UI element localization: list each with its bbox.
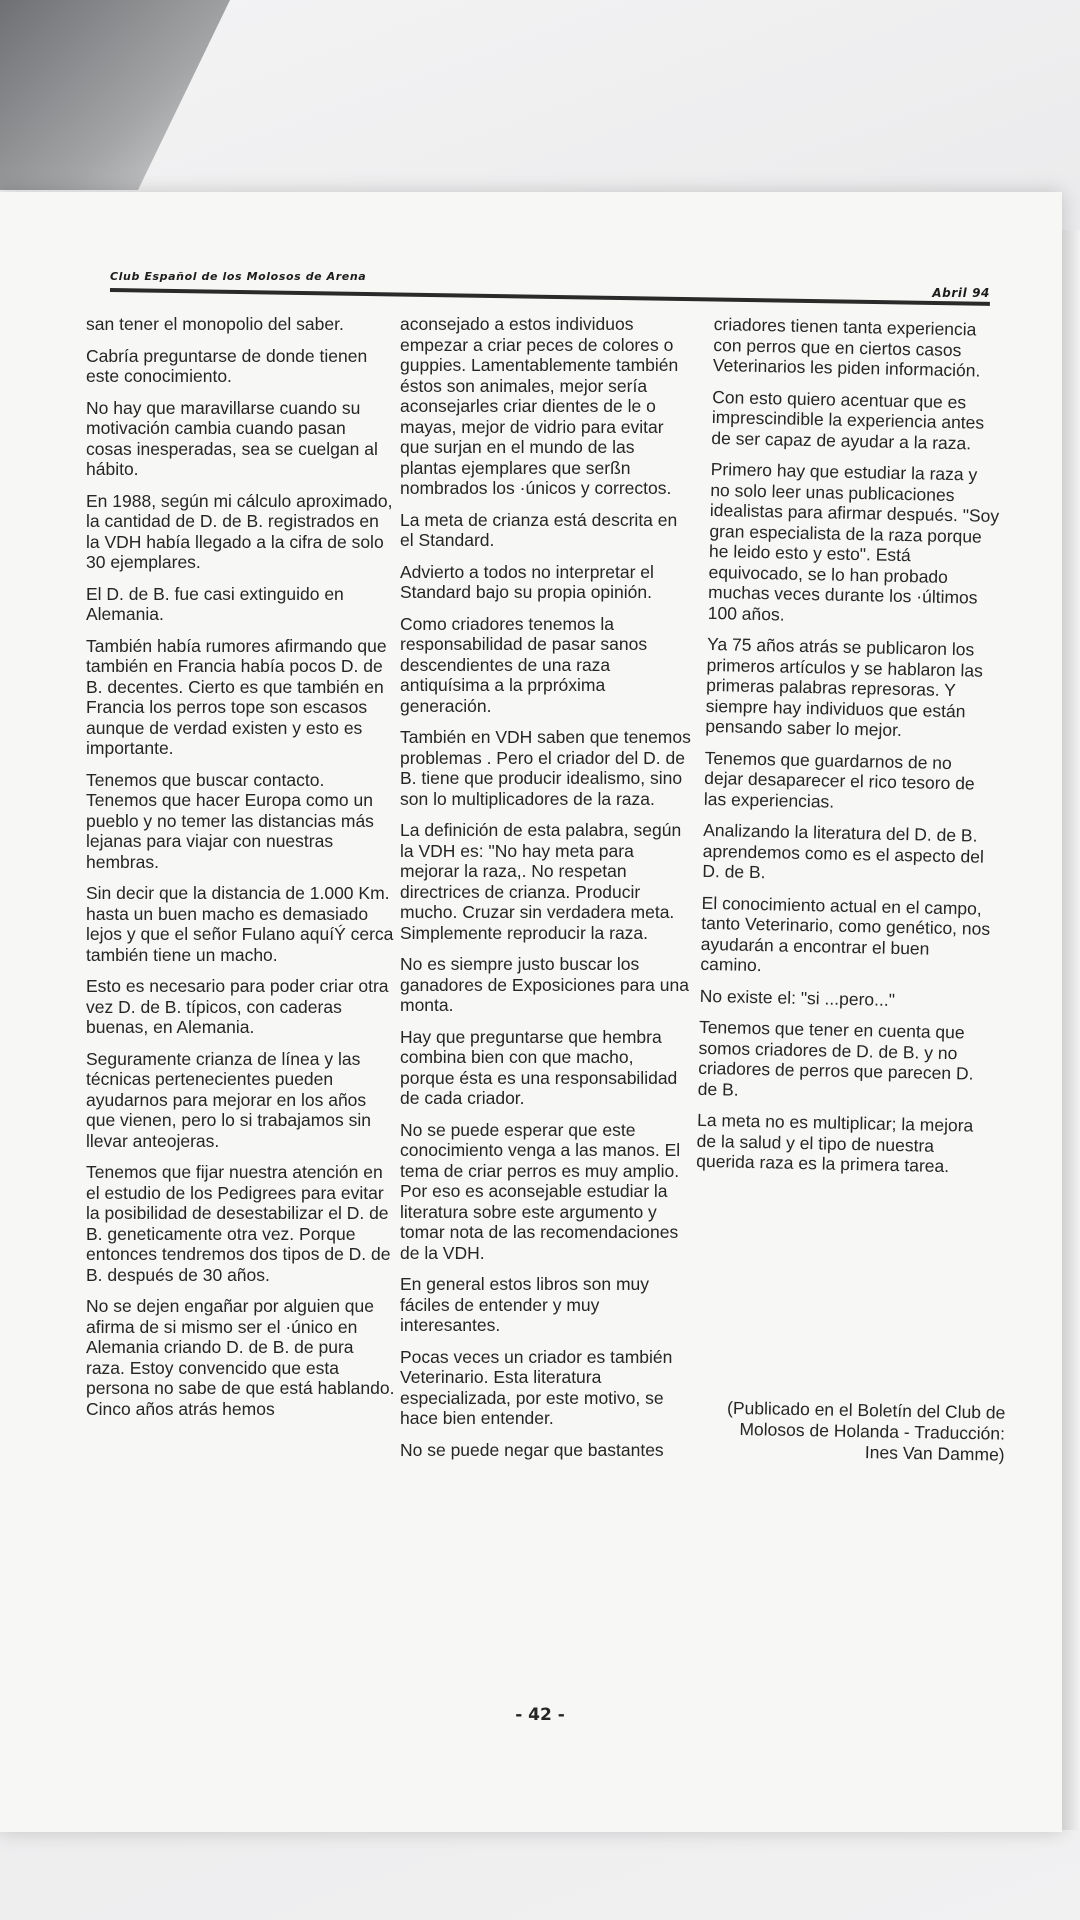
paragraph: Como criadores tenemos la responsabilidad de pasar sanos descendientes de una raza antiquísima a la prpróxima generación. — [400, 613, 648, 716]
paragraph: Analizando la literatura del D. de B. aprendemos como es el aspecto del D. de B. — [702, 819, 985, 883]
paragraph: Cabría preguntarse de donde tienen este conocimiento. — [86, 345, 368, 386]
paragraph: No es siempre justo buscar los ganadores de Exposiciones para una monta. — [400, 954, 689, 1015]
paragraph: No se puede esperar que este conocimiento venga a las manos. El tema de criar perros es muy amplio. Por eso es aconsejable estudiar la literatura sobre este argumento y tomar nota de las recomendaciones de la VDH. — [400, 1119, 681, 1263]
page-number: - 42 - — [515, 1705, 565, 1725]
paragraph: En 1988, según mi cálculo aproximado, la cantidad de D. de B. registrados en la VDH había llegado a la cifra de solo 30 ejemplares. — [86, 490, 393, 572]
paragraph: No existe el: "si ...pero..." — [699, 985, 896, 1010]
header-date: Abril 94 — [932, 286, 990, 300]
paragraph: También en VDH saben que tenemos problemas . Pero el criador del D. de B. tiene que producir idealismo, sino son lo multiplicadores de la raza. — [400, 727, 691, 809]
paragraph: También había rumores afirmando que también en Francia había pocos D. de B. decentes. Cierto es que también en Francia los perros tope son escasos aunque de verdad existen y esto es importante. — [86, 635, 387, 758]
paragraph: La meta no es multiplicar; la mejora de la salud y el tipo de nuestra querida raza es la primera tarea. — [696, 1109, 974, 1177]
text-column-3 — [696, 314, 1004, 1188]
paragraph: Advierto a todos no interpretar el Standard bajo su propia opinión. — [400, 561, 654, 602]
paragraph: En general estos libros son muy fáciles de entender y muy interesantes. — [400, 1274, 650, 1335]
paragraph: san tener el monopolio del saber. — [86, 314, 344, 334]
paragraph: La meta de crianza está descrita en el Standard. — [400, 509, 678, 550]
text-column-2 — [400, 314, 692, 1471]
paragraph: Tenemos que fijar nuestra atención en el estudio de los Pedigrees para evitar la posibilidad de desestabilizar el D. de B. geneticamente otra vez. Porque entonces tendremos dos tipos de D. de B. después de 30 años. — [86, 1162, 391, 1285]
paragraph: Hay que preguntarse que hembra combina bien con que macho, porque ésta es una responsabilidad de cada criador. — [400, 1026, 678, 1108]
text-column-1 — [86, 314, 396, 1430]
paragraph: El D. de B. fue casi extinguido en Alemania. — [86, 583, 344, 624]
paragraph: Con esto quiero acentuar que es imprescindible la experiencia antes de ser capaz de ayudar a la raza. — [711, 386, 985, 453]
paragraph: Sin decir que la distancia de 1.000 Km. hasta un buen macho es demasiado lejos y que el señor Fulano aquíÝ cerca también tiene un macho. — [86, 883, 394, 965]
publication-credit: (Publicado en el Boletín del Club de Molosos de Holanda - Traducción: Ines Van Damme) — [726, 1397, 1006, 1465]
paragraph: Ya 75 años atrás se publicaron los primeros artículos y se hablaron las primeras palabras represoras. Y siempre hay individuos que están pensando saber lo mejor. — [705, 633, 984, 741]
paragraph: Seguramente crianza de línea y las técnicas pertenecientes pueden ayudarnos para mejorar en los años que vienen, pero lo si trabajamos sin llevar anteojeras. — [86, 1048, 372, 1151]
book-spine — [1062, 230, 1080, 1830]
paragraph: Pocas veces un criador es también Veterinario. Esta literatura especializada, por este motivo, se hace bien entender. — [400, 1346, 673, 1428]
paragraph: El conocimiento actual en el campo, tanto Veterinario, como genético, nos ayudarán a encontrar el buen camino. — [700, 892, 991, 976]
header-publication: Club Español de los Molosos de Arena — [110, 270, 367, 283]
paragraph: criadores tienen tanta experiencia con perros que en ciertos casos Veterinarios les piden información. — [712, 314, 981, 381]
paragraph: La definición de esta palabra, según la VDH es: "No hay meta para mejorar la raza,. No respetan directrices de crianza. Producir mucho. Cruzar sin verdadera meta. Simplemente reproducir la raza. — [400, 820, 682, 943]
paragraph: Tenemos que guardarnos de no dejar desaparecer el rico tesoro de las experiencias. — [703, 747, 975, 812]
paragraph: No se dejen engañar por alguien que afirma de si mismo ser el ·único en Alemania criando D. de B. de pura raza. Estoy convencido que esta persona no sabe de que está hablando. Cinco años atrás hemos — [86, 1296, 395, 1419]
paragraph: No hay que maravillarse cuando su motivación cambia cuando pasan cosas inesperadas, sea se cuelgan al hábito. — [86, 397, 378, 479]
paragraph: aconsejado a estos individuos empezar a criar peces de colores o guppies. Lamentablemente también éstos son animales, mejor sería aconsejarles criar dientes de le o mayas, mejor de vidrio para evitar que surjan en el mundo de las plantas ejemplares que serßn nombrados los ·únicos y correctos. — [400, 314, 679, 498]
paragraph: No se puede negar que bastantes — [400, 1439, 664, 1460]
paragraph: Esto es necesario para poder criar otra vez D. de B. típicos, con caderas buenas, en Alemania. — [86, 976, 389, 1037]
paragraph: Primero hay que estudiar la raza y no solo leer unas publicaciones idealistas para afirmar después. "Soy gran especialista de la raza porque he leido esto y esto". Está equivocado, se lo han probado muchas veces durante los ·últimos 100 años. — [707, 458, 1000, 625]
paragraph: Tenemos que buscar contacto. Tenemos que hacer Europa como un pueblo y no temer las distancias más lejanas para viajar con nuestras hembras. — [86, 769, 374, 872]
paragraph: Tenemos que tener en cuenta que somos criadores de D. de B. y no criadores de perros que parecen D. de B. — [697, 1016, 974, 1100]
